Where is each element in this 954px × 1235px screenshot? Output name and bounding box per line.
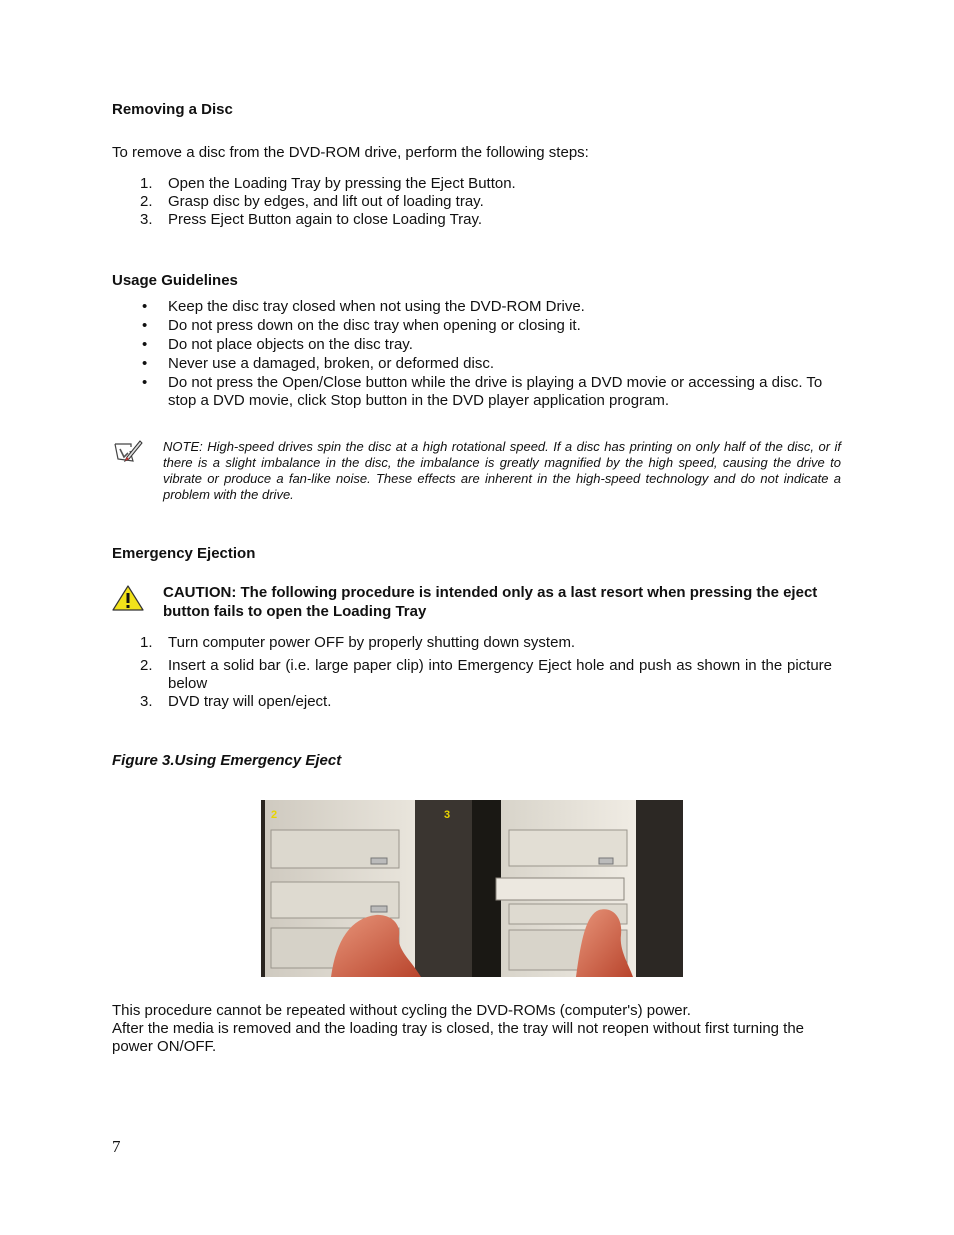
step-number: 1.: [140, 634, 153, 651]
caution-text: CAUTION: The following procedure is intended only as a last resort when pressing the eject button fails to open the Loading Tray: [163, 584, 818, 620]
list-item: [140, 298, 833, 316]
bullet-text: Do not press down on the disc tray when opening or closing it.: [168, 317, 581, 334]
bullet-text: Do not press the Open/Close button while the drive is playing a DVD movie or accessing a disc. To stop a DVD movie, click Stop button in the DVD player application program.: [168, 374, 823, 409]
list-item: [140, 657, 832, 693]
closing-line-2: After the media is removed and the loading tray is closed, the tray will not reopen without first turning the power ON/OFF.: [112, 1020, 805, 1055]
list-item: [140, 355, 833, 373]
removing-steps-list: [140, 175, 833, 229]
list-item: [140, 211, 833, 229]
note-text: NOTE: High-speed drives spin the disc at a high rotational speed. If a disc has printing on only half of the disc, or if there is a slight imbalance in the disc, the imbalance is greatly magnified by the high speed, causing the drive to vibrate or produce a fan-like noise. These effects are inherent in the high-speed technology and do not indicate a problem with the drive.: [163, 439, 841, 502]
closing-line-1: This procedure cannot be repeated without cycling the DVD-ROMs (computer's) power.: [112, 1002, 691, 1019]
emergency-eject-photo: [261, 800, 683, 977]
bullet-icon: •: [142, 336, 148, 353]
bullet-text: Never use a damaged, broken, or deformed disc.: [168, 355, 495, 372]
bullet-icon: •: [142, 355, 148, 372]
bullet-icon: •: [142, 317, 148, 334]
step-number: 3.: [140, 211, 153, 228]
step-number: 2.: [140, 193, 153, 210]
step-text: Open the Loading Tray by pressing the Eject Button.: [168, 175, 516, 192]
step-number: 2.: [140, 657, 153, 674]
list-item: [140, 634, 832, 652]
removing-intro: To remove a disc from the DVD-ROM drive, perform the following steps:: [112, 144, 589, 161]
bullet-text: Keep the disc tray closed when not using the DVD-ROM Drive.: [168, 298, 585, 315]
bullet-text: Do not place objects on the disc tray.: [168, 336, 413, 353]
list-item: [140, 175, 833, 193]
list-item: [140, 193, 833, 211]
heading-emergency-ejection: Emergency Ejection: [112, 545, 256, 562]
usage-bullets-list: [140, 298, 833, 410]
list-item: [140, 374, 833, 410]
step-text: Grasp disc by edges, and lift out of loading tray.: [168, 193, 484, 210]
emergency-steps-list: [140, 634, 832, 711]
note-pencil-icon: [113, 439, 143, 465]
list-item: [140, 693, 832, 711]
step-text: Press Eject Button again to close Loading Tray.: [168, 211, 483, 228]
step-number: 1.: [140, 175, 153, 192]
panel-label-left: 2: [271, 809, 278, 821]
step-number: 3.: [140, 693, 153, 710]
step-text: Turn computer power OFF by properly shutting down system.: [168, 634, 576, 651]
page-number: 7: [112, 1137, 121, 1156]
list-item: [140, 336, 833, 354]
warning-triangle-icon: [112, 585, 144, 611]
step-text: DVD tray will open/eject.: [168, 693, 332, 710]
list-item: [140, 317, 833, 335]
bullet-icon: •: [142, 298, 148, 315]
figure-caption: Figure 3.Using Emergency Eject: [112, 752, 342, 769]
heading-usage-guidelines: Usage Guidelines: [112, 272, 238, 289]
heading-removing-disc: Removing a Disc: [112, 101, 233, 118]
step-text: Insert a solid bar (i.e. large paper clip) into Emergency Eject hole and push as shown in the picture below: [168, 657, 832, 692]
bullet-icon: •: [142, 374, 148, 391]
panel-label-right: 3: [444, 809, 451, 821]
